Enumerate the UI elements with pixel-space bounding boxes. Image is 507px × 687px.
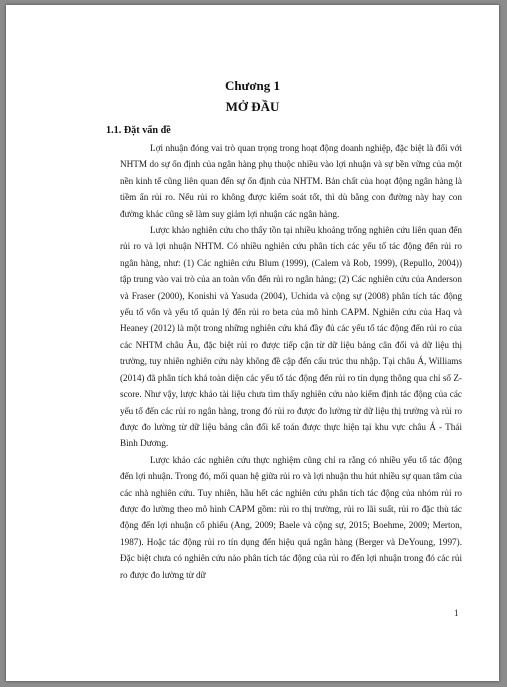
- paragraph: Lược khảo nghiên cứu cho thấy tồn tại nhiều khoảng trống nghiên cứu liên quan đến rủi ro và lợi nhuận NHTM. Có nhiều nghiên cứu phân tích các yếu tố tác động đến rủi ro ngân hàng, như: (1) Các nghiên cứu Blum (1999), (Calem và Rob, 1999), (Repullo, 2004)) tập trung vào vai trò của an toàn vốn đến rủi ro ngân hàng; (2) Các nghiên cứu của Anderson và Fraser (2000), Konishi và Yasuda (2004), Uchida và cộng sự (2008) phân tích tác động yếu tố vốn và yếu tố quản lý đến rủi ro beta của mô hình CAPM. Nghiên cứu của Haq và Heaney (2012) là một trong những nghiên cứu khá đầy đủ các yếu tố tác động đến rủi ro của các NHTM châu Âu, đặc biệt rủi ro được tiếp cận từ dữ liệu bảng cân đối và dữ liệu thị trường, tuy nhiên nghiên cứu này không đề cập đến cấu trúc thu nhập. Tại châu Á, Williams (2014) đã phân tích khá toàn diện các yếu tố tác động đến rủi ro tín dụng thông qua chỉ số Z-score. Như vậy, lược khảo tài liệu chưa tìm thấy nghiên cứu nào kiểm định tác động của các yếu tố đến các rủi ro ngân hàng, trong đó rủi ro được đo lường từ dữ liệu thị trường và rủi ro được đo lường từ dữ liệu bảng cân đối kế toán được thực hiện tại khu vực châu Á - Thái Bình Dương.: [120, 225, 462, 449]
- body-text: [120, 140, 462, 583]
- section-heading: 1.1. Đặt vấn đề: [106, 125, 171, 136]
- page-number: 1: [454, 608, 459, 618]
- chapter-number: Chương 1: [224, 78, 281, 93]
- paragraph: Lược khảo các nghiên cứu thực nghiệm cũng chỉ ra rằng có nhiều yếu tố tác động đến lợi nhuận. Trong đó, mối quan hệ giữa rủi ro và lợi nhuận thu hút nhiều sự quan tâm của các nhà nghiên cứu. Tuy nhiên, hầu hết các nghiên cứu phân tích tác động của nhóm rủi ro được đo lường theo mô hình CAPM gồm: rủi ro thị trường, rủi ro lãi suất, rủi ro đặc thù tác động đến lợi nhuận cổ phiếu (Ang, 2009; Baele và cộng sự, 2015; Boehme, 2009; Merton, 1987). Hoặc tác động rủi ro tín dụng đến hiệu quả ngân hàng (Berger và DeYoung, 1997). Đặc biệt chưa có nghiên cứu nào phân tích tác động của rủi ro đến lợi nhuận trong đó các rủi ro được đo lường từ dữ: [120, 454, 462, 580]
- chapter-title: MỞ ĐẦU: [225, 99, 280, 114]
- paragraph: Lợi nhuận đóng vai trò quan trọng trong hoạt động doanh nghiệp, đặc biệt là đối với NHTM do sự ổn định của ngân hàng phụ thuộc nhiều vào lợi nhuận và sự bền vững của một nền kinh tế cũng liên quan đến sự ổn định của NHTM. Bản chất của hoạt động ngân hàng là tiềm ẩn rủi ro. Nếu rủi ro không được kiểm soát tốt, thì dù bằng con đường này hay con đường khác cũng sẽ làm suy giảm lợi nhuận các ngân hàng.: [120, 143, 462, 219]
- document-page: [6, 5, 499, 681]
